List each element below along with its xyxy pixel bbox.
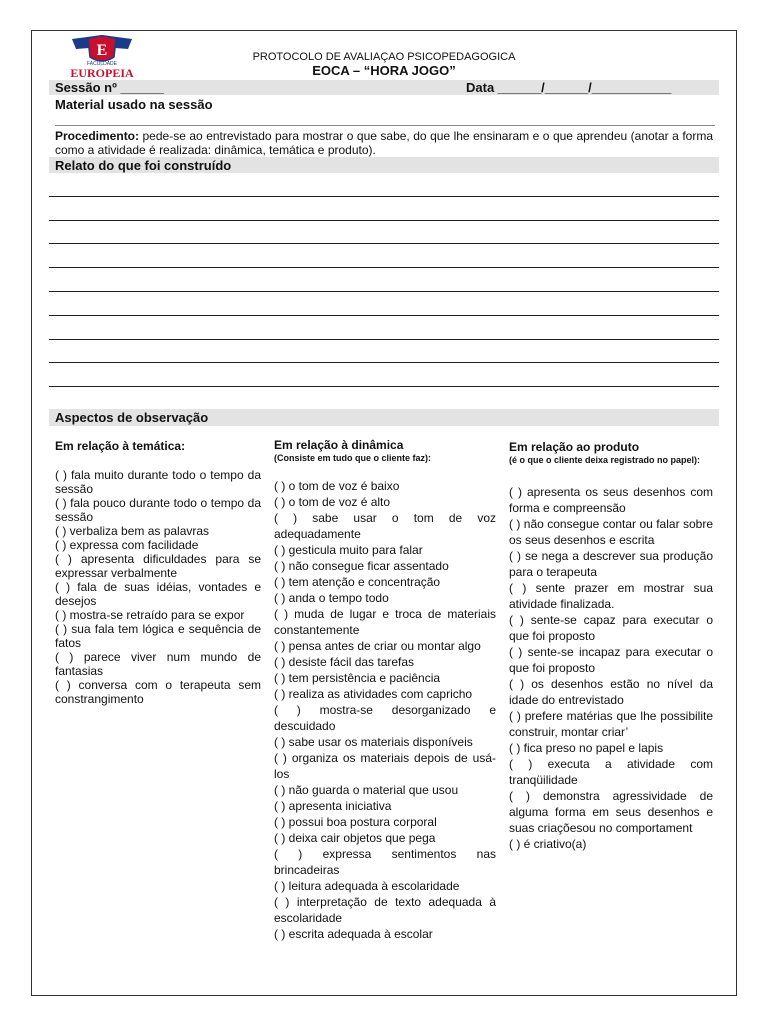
dynamic-item: ( ) sabe usar o tom de voz adequadamente xyxy=(274,511,496,541)
report-line xyxy=(49,291,719,292)
dynamic-item: ( ) tem atenção e concentração xyxy=(274,575,441,589)
report-line xyxy=(49,267,719,268)
dynamic-item: ( ) apresenta iniciativa xyxy=(274,799,392,813)
dynamic-item: ( ) interpretação de texto adequada à escolaridade xyxy=(274,895,496,925)
thematic-item: ( ) fala pouco durante todo o tempo da sessão xyxy=(55,496,261,524)
thematic-item: ( ) fala de suas idéias, vontades e desejos xyxy=(55,580,261,608)
product-item: ( ) sente-se capaz para executar o que foi proposto xyxy=(509,613,713,643)
dynamic-item: ( ) tem persistência e paciência xyxy=(274,671,441,685)
product-column xyxy=(509,439,713,852)
thematic-item: ( ) verbaliza bem as palavras xyxy=(55,524,210,538)
dynamic-item: ( ) anda o tempo todo xyxy=(274,591,389,605)
product-item: ( ) os desenhos estão no nível da idade do entrevistado xyxy=(509,677,713,707)
dynamic-item: ( ) pensa antes de criar ou montar algo xyxy=(274,639,481,653)
procedure-description: pede-se ao entrevistado para mostrar o que sabe, do que lhe ensinaram e o que aprendeu (anotar a forma como a atividade é realizada: dinâmica, temática e produto). xyxy=(55,129,713,157)
material-line xyxy=(55,125,715,126)
report-line xyxy=(49,315,719,316)
thematic-item: ( ) parece viver num mundo de fantasias xyxy=(55,650,261,678)
product-item: ( ) sente-se incapaz para executar o que foi proposto xyxy=(509,645,713,675)
product-item: ( ) executa a atividade com tranqüilidade xyxy=(509,757,713,787)
dynamic-item: ( ) gesticula muito para falar xyxy=(274,543,423,557)
dynamic-item: ( ) sabe usar os materiais disponíveis xyxy=(274,735,473,749)
product-item: ( ) demonstra agressividade de alguma forma em seus desenhos e suas criaçõesou no comportament xyxy=(509,789,713,835)
dynamic-heading: Em relação à dinâmica xyxy=(274,438,404,452)
product-item: ( ) sente prazer em mostrar sua atividade finalizada. xyxy=(509,581,713,611)
document-subtitle: EOCA – “HORA JOGO” xyxy=(312,63,456,78)
dynamic-subheading: (Consiste em tudo que o cliente faz): xyxy=(274,453,432,463)
product-heading: Em relação ao produto xyxy=(509,440,640,454)
dynamic-item: ( ) não guarda o material que usou xyxy=(274,783,459,797)
procedure-label: Procedimento: xyxy=(55,129,140,143)
logo-letter: E xyxy=(96,42,108,59)
dynamic-item: ( ) deixa cair objetos que pega xyxy=(274,831,436,845)
report-line xyxy=(49,243,719,244)
product-item: ( ) se nega a descrever sua produção para o terapeuta xyxy=(509,549,713,579)
dynamic-item: ( ) mostra-se desorganizado e descuidado xyxy=(274,703,496,733)
logo-top-text: FACULDADE xyxy=(86,61,118,67)
protocol-title: PROTOCOLO DE AVALIAÇAO PSICOPEDAGOGICA xyxy=(252,51,516,63)
dynamic-column xyxy=(274,437,496,942)
report-line xyxy=(49,196,719,197)
product-item: ( ) prefere matérias que lhe possibilite construir, montar criar’ xyxy=(509,709,713,739)
product-item: ( ) é criativo(a) xyxy=(509,837,587,851)
report-line xyxy=(49,362,719,363)
thematic-item: ( ) mostra-se retraído para se expor xyxy=(55,608,245,622)
thematic-list xyxy=(55,468,261,706)
dynamic-item: ( ) possui boa postura corporal xyxy=(274,815,437,829)
thematic-item: ( ) fala muito durante todo o tempo da sessão xyxy=(55,468,261,496)
dynamic-item: ( ) o tom de voz é baixo xyxy=(274,479,400,493)
dynamic-list xyxy=(274,478,496,942)
thematic-item: ( ) sua fala tem lógica e sequência de fatos xyxy=(55,622,261,650)
report-heading: Relato do que foi construído xyxy=(55,158,232,173)
observation-heading: Aspectos de observação xyxy=(55,410,209,425)
report-line xyxy=(49,339,719,340)
dynamic-item: ( ) leitura adequada à escolaridade xyxy=(274,879,460,893)
dynamic-item: ( ) não consegue ficar assentado xyxy=(274,559,449,573)
product-item: ( ) fica preso no papel e lapis xyxy=(509,741,664,755)
dynamic-item: ( ) desiste fácil das tarefas xyxy=(274,655,415,669)
session-number-label: Sessão nº ______ xyxy=(55,80,164,95)
report-line xyxy=(49,220,719,221)
dynamic-item: ( ) muda de lugar e troca de materiais constantemente xyxy=(274,607,496,637)
dynamic-item: ( ) o tom de voz é alto xyxy=(274,495,391,509)
product-item: ( ) não consegue contar ou falar sobre os seus desenhos e escrita xyxy=(509,517,713,547)
dynamic-item: ( ) organiza os materiais depois de usá-los xyxy=(274,751,496,781)
logo-name: EUROPEIA xyxy=(70,66,134,79)
product-subheading: (é o que o cliente deixa registrado no papel): xyxy=(509,455,701,465)
report-line xyxy=(49,386,719,387)
dynamic-item: ( ) expressa sentimentos nas brincadeiras xyxy=(274,847,496,877)
dynamic-item: ( ) realiza as atividades com capricho xyxy=(274,687,473,701)
material-label: Material usado na sessão xyxy=(55,97,213,112)
product-list xyxy=(509,484,713,852)
procedure-text xyxy=(55,129,713,157)
thematic-item: ( ) apresenta dificuldades para se expressar verbalmente xyxy=(55,552,261,580)
thematic-column xyxy=(55,438,261,706)
dynamic-item: ( ) escrita adequada à escolar xyxy=(274,927,433,941)
thematic-item: ( ) conversa com o terapeuta sem constrangimento xyxy=(55,678,261,706)
date-label: Data ______/______/___________ xyxy=(466,80,672,95)
product-item: ( ) apresenta os seus desenhos com forma e compreensão xyxy=(509,485,713,515)
thematic-heading: Em relação à temática: xyxy=(55,439,186,453)
thematic-item: ( ) expressa com facilidade xyxy=(55,538,199,552)
